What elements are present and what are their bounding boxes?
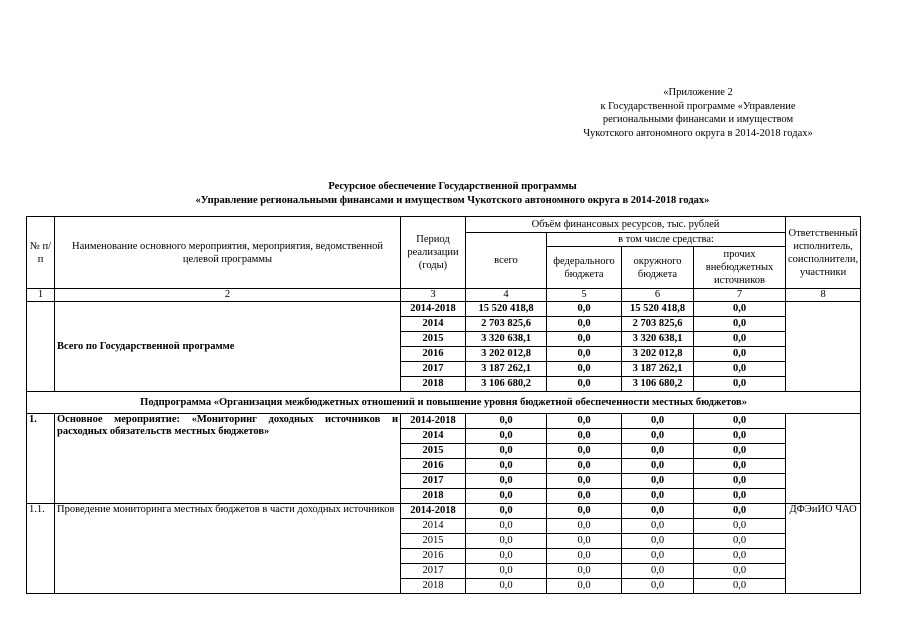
cell-district: 3 320 638,1 [622, 332, 694, 347]
cell-period: 2014-2018 [401, 302, 466, 317]
header-volume: Объём финансовых ресурсов, тыс. рублей [466, 217, 786, 233]
cell-district: 15 520 418,8 [622, 302, 694, 317]
cell-district: 0,0 [622, 459, 694, 474]
cell-other: 0,0 [694, 414, 786, 429]
cell-period: 2015 [401, 534, 466, 549]
appendix-note [548, 86, 848, 140]
cell-district: 0,0 [622, 474, 694, 489]
subprogram-title: Подпрограмма «Организация межбюджетных отношений и повышение уровня бюджетной обеспеченности местных бюджетов» [27, 392, 861, 414]
cell-total: 0,0 [466, 489, 547, 504]
cell-period: 2017 [401, 564, 466, 579]
cell-period: 2016 [401, 549, 466, 564]
cell-total: 0,0 [466, 414, 547, 429]
cell-federal: 0,0 [547, 362, 622, 377]
cell-district: 0,0 [622, 519, 694, 534]
cell-district: 3 187 262,1 [622, 362, 694, 377]
header-num: № п/п [27, 217, 55, 289]
cell-period: 2014 [401, 429, 466, 444]
cell-other: 0,0 [694, 519, 786, 534]
row-name: Основное мероприятие: «Мониторинг доходных источников и расходных обязательств местных бюджетов» [55, 414, 401, 504]
cell-total: 0,0 [466, 504, 547, 519]
cell-district: 0,0 [622, 504, 694, 519]
cell-period: 2017 [401, 362, 466, 377]
cell-period: 2014-2018 [401, 414, 466, 429]
cell-district: 3 202 012,8 [622, 347, 694, 362]
cell-total: 2 703 825,6 [466, 317, 547, 332]
cell-federal: 0,0 [547, 534, 622, 549]
cell-federal: 0,0 [547, 489, 622, 504]
cell-other: 0,0 [694, 429, 786, 444]
document-title-line2: «Управление региональными финансами и имуществом Чукотского автономного округа в 2014-2018 годах» [195, 195, 710, 206]
cell-period: 2016 [401, 459, 466, 474]
cell-period: 2018 [401, 489, 466, 504]
cell-period: 2018 [401, 579, 466, 594]
column-number: 4 [466, 289, 547, 302]
cell-federal: 0,0 [547, 549, 622, 564]
cell-federal: 0,0 [547, 414, 622, 429]
cell-period: 2014 [401, 317, 466, 332]
appendix-line: Чукотского автономного округа в 2014-2018 годах» [583, 127, 813, 139]
cell-other: 0,0 [694, 332, 786, 347]
header-district: окружного бюджета [622, 247, 694, 289]
column-number: 5 [547, 289, 622, 302]
cell-total: 3 202 012,8 [466, 347, 547, 362]
subprogram-row [27, 392, 861, 414]
cell-federal: 0,0 [547, 579, 622, 594]
cell-total: 0,0 [466, 429, 547, 444]
cell-federal: 0,0 [547, 317, 622, 332]
cell-total: 0,0 [466, 549, 547, 564]
cell-federal: 0,0 [547, 564, 622, 579]
row-number: 1. [27, 414, 55, 504]
cell-district: 0,0 [622, 489, 694, 504]
row-name: Проведение мониторинга местных бюджетов в части доходных источников [55, 504, 401, 594]
cell-federal: 0,0 [547, 474, 622, 489]
cell-other: 0,0 [694, 489, 786, 504]
header-other: прочих внебюджетных источников [694, 247, 786, 289]
cell-district: 0,0 [622, 414, 694, 429]
header-total: всего [466, 233, 547, 289]
row-responsible: ДФЭиИО ЧАО [786, 504, 861, 594]
cell-federal: 0,0 [547, 429, 622, 444]
cell-federal: 0,0 [547, 459, 622, 474]
column-number: 8 [786, 289, 861, 302]
header-period: Период реализации (годы) [401, 217, 466, 289]
cell-other: 0,0 [694, 474, 786, 489]
table-row [27, 414, 861, 429]
cell-district: 0,0 [622, 429, 694, 444]
cell-other: 0,0 [694, 302, 786, 317]
cell-total: 15 520 418,8 [466, 302, 547, 317]
row-number: 1.1. [27, 504, 55, 594]
cell-other: 0,0 [694, 444, 786, 459]
cell-total: 0,0 [466, 564, 547, 579]
header-name: Наименование основного мероприятия, мероприятия, ведомственной целевой программы [55, 217, 401, 289]
cell-period: 2017 [401, 474, 466, 489]
cell-other: 0,0 [694, 377, 786, 392]
appendix-line: региональными финансами и имуществом [602, 114, 794, 125]
cell-district: 3 106 680,2 [622, 377, 694, 392]
table-row [27, 504, 861, 519]
cell-district: 0,0 [622, 564, 694, 579]
cell-other: 0,0 [694, 504, 786, 519]
cell-district: 0,0 [622, 579, 694, 594]
cell-total: 0,0 [466, 444, 547, 459]
cell-district: 2 703 825,6 [622, 317, 694, 332]
column-number: 6 [622, 289, 694, 302]
appendix-line: «Приложение 2 [663, 87, 733, 98]
cell-period: 2014-2018 [401, 504, 466, 519]
cell-total: 3 106 680,2 [466, 377, 547, 392]
column-number: 3 [401, 289, 466, 302]
row-responsible [786, 414, 861, 504]
header-federal: федерального бюджета [547, 247, 622, 289]
cell-federal: 0,0 [547, 504, 622, 519]
cell-district: 0,0 [622, 549, 694, 564]
table-row [27, 302, 861, 317]
cell-other: 0,0 [694, 459, 786, 474]
cell-total: 0,0 [466, 519, 547, 534]
cell-period: 2015 [401, 444, 466, 459]
row-name: Всего по Государственной программе [55, 302, 401, 392]
column-number: 7 [694, 289, 786, 302]
cell-other: 0,0 [694, 579, 786, 594]
appendix-line: к Государственной программе «Управление [600, 100, 796, 112]
cell-district: 0,0 [622, 534, 694, 549]
cell-total: 0,0 [466, 579, 547, 594]
cell-period: 2015 [401, 332, 466, 347]
cell-total: 3 320 638,1 [466, 332, 547, 347]
column-number: 1 [27, 289, 55, 302]
cell-total: 0,0 [466, 534, 547, 549]
cell-federal: 0,0 [547, 377, 622, 392]
header-including: в том числе средства: [547, 233, 786, 247]
column-number: 2 [55, 289, 401, 302]
row-responsible [786, 302, 861, 392]
header-responsible: Ответственный исполнитель, соисполнители, участники [786, 217, 861, 289]
cell-other: 0,0 [694, 534, 786, 549]
row-number [27, 302, 55, 392]
cell-district: 0,0 [622, 444, 694, 459]
cell-federal: 0,0 [547, 444, 622, 459]
cell-total: 0,0 [466, 459, 547, 474]
cell-federal: 0,0 [547, 332, 622, 347]
cell-period: 2016 [401, 347, 466, 362]
cell-other: 0,0 [694, 564, 786, 579]
cell-total: 0,0 [466, 474, 547, 489]
cell-other: 0,0 [694, 549, 786, 564]
cell-federal: 0,0 [547, 302, 622, 317]
document-title-line1: Ресурсное обеспечение Государственной программы [328, 181, 577, 192]
cell-period: 2014 [401, 519, 466, 534]
cell-total: 3 187 262,1 [466, 362, 547, 377]
cell-federal: 0,0 [547, 519, 622, 534]
resource-table [26, 216, 861, 594]
cell-period: 2018 [401, 377, 466, 392]
cell-other: 0,0 [694, 347, 786, 362]
cell-other: 0,0 [694, 362, 786, 377]
cell-other: 0,0 [694, 317, 786, 332]
cell-federal: 0,0 [547, 347, 622, 362]
